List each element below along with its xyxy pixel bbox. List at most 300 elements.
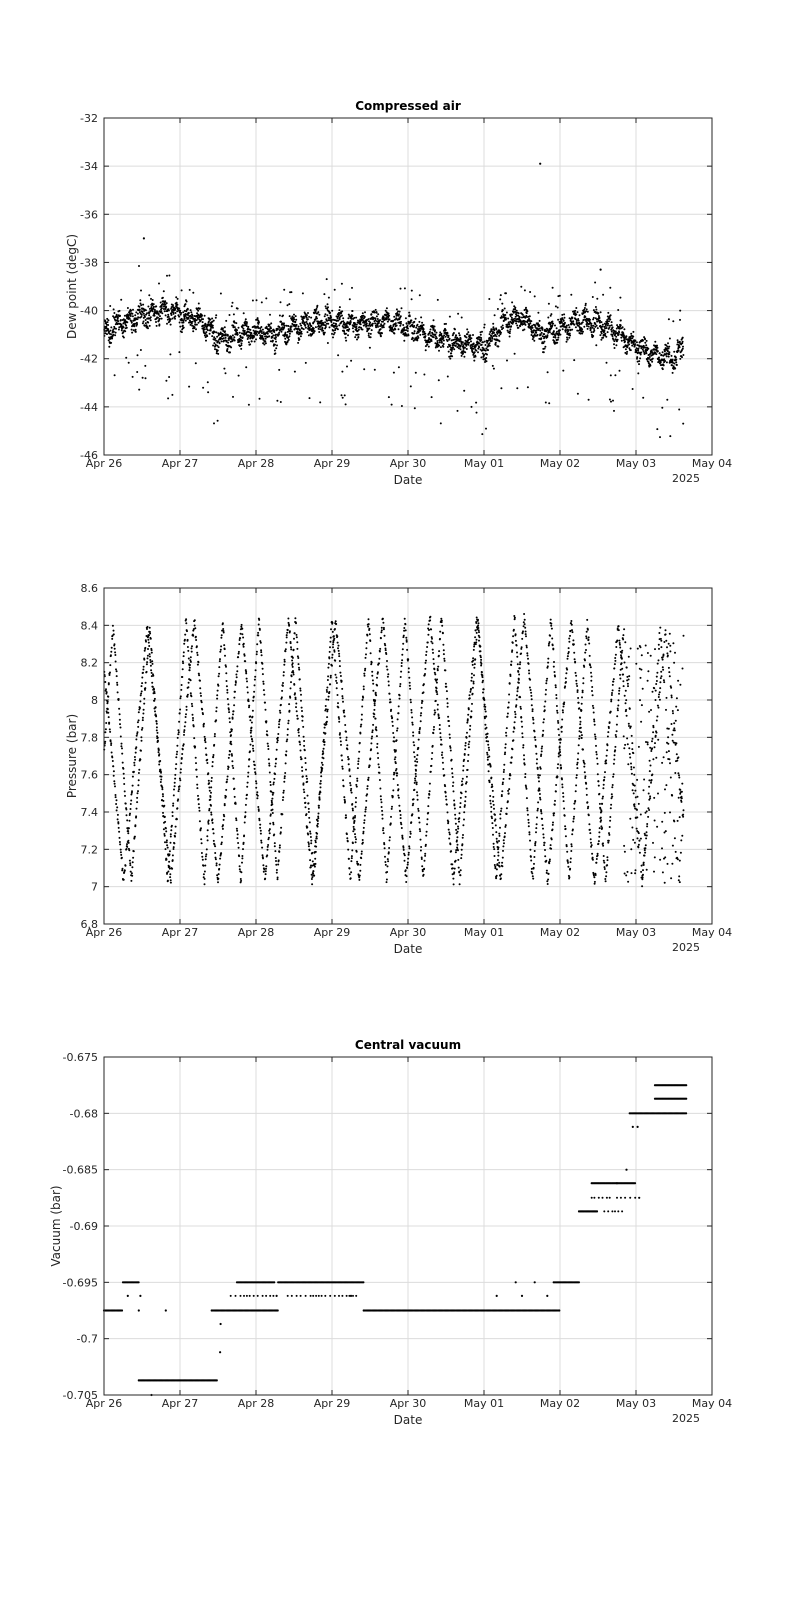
data-point bbox=[341, 315, 343, 317]
data-point bbox=[510, 664, 512, 666]
data-point bbox=[222, 622, 224, 624]
data-point bbox=[159, 318, 161, 320]
data-point bbox=[192, 714, 194, 716]
data-point bbox=[493, 846, 495, 848]
data-point bbox=[555, 305, 557, 307]
data-point bbox=[357, 763, 359, 765]
data-point bbox=[340, 740, 342, 742]
data-point bbox=[503, 778, 505, 780]
data-point bbox=[383, 316, 385, 318]
data-point bbox=[475, 356, 477, 358]
data-point bbox=[498, 840, 500, 842]
data-point bbox=[437, 669, 439, 671]
data-point bbox=[404, 623, 406, 625]
data-point bbox=[587, 311, 589, 313]
data-point bbox=[104, 681, 106, 683]
data-point bbox=[142, 322, 144, 324]
data-point bbox=[145, 322, 147, 324]
data-point bbox=[283, 289, 285, 291]
data-point bbox=[145, 319, 147, 321]
data-point bbox=[591, 686, 593, 688]
data-point bbox=[160, 302, 162, 304]
data-point bbox=[416, 339, 418, 341]
data-point bbox=[681, 835, 683, 837]
data-point bbox=[396, 308, 398, 310]
data-point bbox=[127, 307, 129, 309]
data-point bbox=[262, 335, 264, 337]
data-point bbox=[545, 693, 547, 695]
data-point bbox=[668, 356, 670, 358]
data-point bbox=[174, 315, 176, 317]
data-point bbox=[237, 333, 239, 335]
data-point bbox=[279, 327, 281, 329]
data-point bbox=[663, 679, 665, 681]
data-point bbox=[559, 754, 561, 756]
data-point bbox=[401, 654, 403, 656]
data-point bbox=[288, 720, 290, 722]
data-point bbox=[646, 810, 648, 812]
data-point bbox=[206, 835, 208, 837]
data-point bbox=[280, 321, 282, 323]
data-point bbox=[254, 679, 256, 681]
data-point bbox=[202, 387, 204, 389]
data-point bbox=[645, 645, 647, 647]
data-point bbox=[466, 348, 468, 350]
data-point bbox=[112, 625, 114, 627]
data-point bbox=[681, 356, 683, 358]
data-point bbox=[328, 297, 330, 299]
data-point bbox=[430, 329, 432, 331]
data-point bbox=[601, 332, 603, 334]
data-point bbox=[192, 292, 194, 294]
data-point bbox=[400, 321, 402, 323]
data-point bbox=[445, 683, 447, 685]
data-point bbox=[363, 368, 365, 370]
data-point bbox=[657, 347, 659, 349]
data-point bbox=[433, 328, 435, 330]
data-point bbox=[308, 811, 310, 813]
data-point bbox=[604, 333, 606, 335]
data-point bbox=[654, 856, 656, 858]
data-point bbox=[514, 617, 516, 619]
data-point bbox=[648, 786, 650, 788]
data-point bbox=[346, 366, 348, 368]
data-point bbox=[481, 433, 483, 435]
data-point bbox=[140, 750, 142, 752]
data-point bbox=[570, 843, 572, 845]
data-point bbox=[510, 325, 512, 327]
data-point bbox=[401, 665, 403, 667]
data-point bbox=[324, 332, 326, 334]
data-point bbox=[337, 354, 339, 356]
data-point bbox=[329, 651, 331, 653]
data-point bbox=[527, 809, 529, 811]
data-point bbox=[305, 775, 307, 777]
data-point bbox=[364, 668, 366, 670]
data-point bbox=[504, 314, 506, 316]
data-point bbox=[427, 805, 429, 807]
data-point bbox=[210, 792, 212, 794]
data-point bbox=[201, 852, 203, 854]
data-point bbox=[124, 795, 126, 797]
data-point bbox=[277, 328, 279, 330]
data-point bbox=[630, 333, 632, 335]
data-point bbox=[571, 329, 573, 331]
data-point bbox=[384, 323, 386, 325]
data-point bbox=[382, 829, 384, 831]
data-point bbox=[287, 734, 289, 736]
data-point bbox=[439, 638, 441, 640]
data-point bbox=[324, 313, 326, 315]
data-point bbox=[581, 328, 583, 330]
data-point bbox=[579, 314, 581, 316]
data-point bbox=[348, 858, 350, 860]
data-point bbox=[188, 658, 190, 660]
data-point bbox=[420, 839, 422, 841]
data-point bbox=[556, 327, 558, 329]
data-point bbox=[322, 750, 324, 752]
data-point bbox=[183, 651, 185, 653]
data-point bbox=[223, 644, 225, 646]
data-point bbox=[315, 326, 317, 328]
data-point bbox=[455, 829, 457, 831]
data-point bbox=[226, 689, 228, 691]
data-point bbox=[329, 646, 331, 648]
data-point bbox=[355, 806, 357, 808]
data-point bbox=[236, 830, 238, 832]
data-point bbox=[180, 312, 182, 314]
data-point bbox=[285, 343, 287, 345]
data-point bbox=[680, 839, 682, 841]
data-point bbox=[490, 803, 492, 805]
data-point bbox=[265, 338, 267, 340]
data-point bbox=[471, 406, 473, 408]
data-point bbox=[191, 705, 193, 707]
data-point bbox=[224, 648, 226, 650]
data-point bbox=[632, 752, 634, 754]
data-point bbox=[408, 677, 410, 679]
data-point bbox=[504, 752, 506, 754]
data-point bbox=[640, 352, 642, 354]
data-point bbox=[602, 845, 604, 847]
data-point bbox=[289, 697, 291, 699]
data-point bbox=[482, 692, 484, 694]
data-point bbox=[287, 325, 289, 327]
data-point bbox=[275, 336, 277, 338]
data-point bbox=[232, 334, 234, 336]
data-point bbox=[592, 705, 594, 707]
data-point bbox=[380, 795, 382, 797]
data-point bbox=[605, 336, 607, 338]
data-point bbox=[480, 334, 482, 336]
data-point bbox=[583, 309, 585, 311]
data-point bbox=[584, 307, 586, 309]
data-point bbox=[636, 358, 638, 360]
data-point bbox=[215, 344, 217, 346]
data-point bbox=[460, 869, 462, 871]
data-point bbox=[241, 342, 243, 344]
data-point bbox=[400, 315, 402, 317]
data-point bbox=[190, 692, 192, 694]
data-point bbox=[677, 348, 679, 350]
data-point bbox=[462, 834, 464, 836]
data-point bbox=[466, 328, 468, 330]
data-point bbox=[271, 801, 273, 803]
data-point bbox=[453, 332, 455, 334]
data-point bbox=[652, 358, 654, 360]
data-point bbox=[328, 657, 330, 659]
data-point bbox=[508, 326, 510, 328]
data-point bbox=[176, 302, 178, 304]
data-point bbox=[191, 321, 193, 323]
data-point bbox=[304, 757, 306, 759]
data-point bbox=[386, 879, 388, 881]
data-point bbox=[211, 335, 213, 337]
data-point bbox=[659, 436, 661, 438]
data-point bbox=[164, 835, 166, 837]
data-point bbox=[264, 702, 266, 704]
dewpoint-x-axis-label: Date bbox=[393, 473, 423, 487]
data-point bbox=[446, 690, 448, 692]
data-point bbox=[117, 317, 119, 319]
data-point bbox=[620, 337, 622, 339]
data-point bbox=[464, 347, 466, 349]
data-point bbox=[515, 640, 517, 642]
data-point bbox=[651, 740, 653, 742]
data-point bbox=[593, 309, 595, 311]
data-point bbox=[339, 732, 341, 734]
data-point bbox=[667, 863, 669, 865]
data-point bbox=[571, 845, 573, 847]
data-point bbox=[642, 397, 644, 399]
data-point bbox=[269, 314, 271, 316]
data-point bbox=[429, 790, 431, 792]
data-point bbox=[301, 707, 303, 709]
data-point bbox=[288, 339, 290, 341]
data-point bbox=[164, 841, 166, 843]
data-point bbox=[525, 786, 527, 788]
data-point bbox=[551, 324, 553, 326]
data-point bbox=[624, 340, 626, 342]
data-point bbox=[304, 749, 306, 751]
data-point bbox=[206, 848, 208, 850]
data-point bbox=[403, 327, 405, 329]
data-point bbox=[284, 775, 286, 777]
data-point bbox=[377, 318, 379, 320]
data-point bbox=[193, 737, 195, 739]
data-point bbox=[105, 728, 107, 730]
data-point bbox=[503, 769, 505, 771]
data-point bbox=[568, 326, 570, 328]
data-point bbox=[276, 344, 278, 346]
data-point bbox=[236, 828, 238, 830]
data-point bbox=[673, 351, 675, 353]
data-point bbox=[193, 725, 195, 727]
data-point bbox=[517, 663, 519, 665]
data-point bbox=[293, 649, 295, 651]
data-point bbox=[666, 355, 668, 357]
data-point bbox=[472, 334, 474, 336]
data-point bbox=[289, 333, 291, 335]
data-point bbox=[526, 807, 528, 809]
data-point bbox=[342, 779, 344, 781]
data-point bbox=[231, 755, 233, 757]
data-point bbox=[304, 325, 306, 327]
data-point bbox=[187, 308, 189, 310]
data-point bbox=[285, 332, 287, 334]
data-point bbox=[270, 322, 272, 324]
data-point bbox=[345, 340, 347, 342]
data-point bbox=[171, 825, 173, 827]
data-point bbox=[335, 677, 337, 679]
data-point bbox=[432, 732, 434, 734]
data-point bbox=[610, 804, 612, 806]
data-point bbox=[593, 328, 595, 330]
data-point bbox=[201, 315, 203, 317]
data-point bbox=[547, 334, 549, 336]
data-point bbox=[590, 328, 592, 330]
data-point bbox=[175, 756, 177, 758]
data-point bbox=[441, 340, 443, 342]
data-point bbox=[597, 773, 599, 775]
data-point bbox=[654, 341, 656, 343]
data-point bbox=[170, 318, 172, 320]
data-point bbox=[631, 345, 633, 347]
data-point bbox=[545, 689, 547, 691]
data-point bbox=[587, 328, 589, 330]
data-point bbox=[313, 875, 315, 877]
data-point bbox=[596, 298, 598, 300]
data-point bbox=[474, 351, 476, 353]
data-point bbox=[434, 334, 436, 336]
data-point bbox=[516, 652, 518, 654]
data-point bbox=[551, 321, 553, 323]
data-point bbox=[413, 751, 415, 753]
data-point bbox=[321, 320, 323, 322]
data-point bbox=[192, 330, 194, 332]
data-point bbox=[374, 322, 376, 324]
data-point bbox=[280, 827, 282, 829]
data-point bbox=[547, 658, 549, 660]
data-point bbox=[310, 842, 312, 844]
data-point bbox=[286, 740, 288, 742]
data-point bbox=[458, 867, 460, 869]
data-point bbox=[232, 302, 234, 304]
data-point bbox=[135, 331, 137, 333]
data-point bbox=[181, 289, 183, 291]
data-point bbox=[461, 343, 463, 345]
data-point bbox=[395, 322, 397, 324]
data-point bbox=[283, 781, 285, 783]
data-point bbox=[262, 329, 264, 331]
data-point bbox=[609, 287, 611, 289]
data-point bbox=[155, 305, 157, 307]
data-point bbox=[341, 754, 343, 756]
data-point bbox=[279, 844, 281, 846]
data-point bbox=[416, 794, 418, 796]
data-point bbox=[625, 348, 627, 350]
data-point bbox=[421, 865, 423, 867]
data-point bbox=[365, 657, 367, 659]
data-point bbox=[634, 343, 636, 345]
data-point bbox=[389, 839, 391, 841]
data-point bbox=[498, 335, 500, 337]
data-point bbox=[453, 800, 455, 802]
data-point bbox=[592, 296, 594, 298]
data-point bbox=[611, 796, 613, 798]
data-point bbox=[557, 337, 559, 339]
data-point bbox=[120, 727, 122, 729]
data-point bbox=[374, 702, 376, 704]
data-point bbox=[464, 351, 466, 353]
data-point bbox=[627, 685, 629, 687]
data-point bbox=[600, 311, 602, 313]
data-point bbox=[218, 673, 220, 675]
data-point bbox=[431, 758, 433, 760]
data-point bbox=[676, 364, 678, 366]
data-point bbox=[111, 338, 113, 340]
data-point bbox=[487, 754, 489, 756]
data-point bbox=[571, 317, 573, 319]
data-point bbox=[356, 324, 358, 326]
data-point bbox=[493, 329, 495, 331]
data-point bbox=[518, 312, 520, 314]
data-point bbox=[398, 366, 400, 368]
data-point bbox=[593, 325, 595, 327]
data-point bbox=[410, 319, 412, 321]
data-point bbox=[409, 315, 411, 317]
data-point bbox=[463, 811, 465, 813]
data-point bbox=[443, 340, 445, 342]
data-point bbox=[663, 358, 665, 360]
data-point bbox=[124, 315, 126, 317]
data-point bbox=[499, 813, 501, 815]
data-point bbox=[496, 868, 498, 870]
data-point bbox=[116, 670, 118, 672]
data-point bbox=[440, 422, 442, 424]
data-point bbox=[619, 370, 621, 372]
data-point bbox=[470, 337, 472, 339]
data-point bbox=[677, 709, 679, 711]
data-point bbox=[569, 333, 571, 335]
data-point bbox=[132, 309, 134, 311]
data-point bbox=[386, 307, 388, 309]
data-point bbox=[120, 736, 122, 738]
data-point bbox=[263, 683, 265, 685]
data-point bbox=[393, 372, 395, 374]
data-point bbox=[364, 316, 366, 318]
data-point bbox=[415, 318, 417, 320]
data-point bbox=[290, 291, 292, 293]
data-point bbox=[485, 428, 487, 430]
data-point bbox=[308, 802, 310, 804]
data-point bbox=[418, 817, 420, 819]
data-point bbox=[191, 323, 193, 325]
data-point bbox=[566, 341, 568, 343]
data-point bbox=[478, 629, 480, 631]
data-point bbox=[595, 751, 597, 753]
data-point bbox=[167, 314, 169, 316]
data-point bbox=[269, 324, 271, 326]
data-point bbox=[545, 330, 547, 332]
data-point bbox=[628, 343, 630, 345]
data-point bbox=[330, 637, 332, 639]
data-point bbox=[448, 725, 450, 727]
data-point bbox=[593, 720, 595, 722]
data-point bbox=[615, 344, 617, 346]
data-point bbox=[607, 323, 609, 325]
data-point bbox=[227, 698, 229, 700]
